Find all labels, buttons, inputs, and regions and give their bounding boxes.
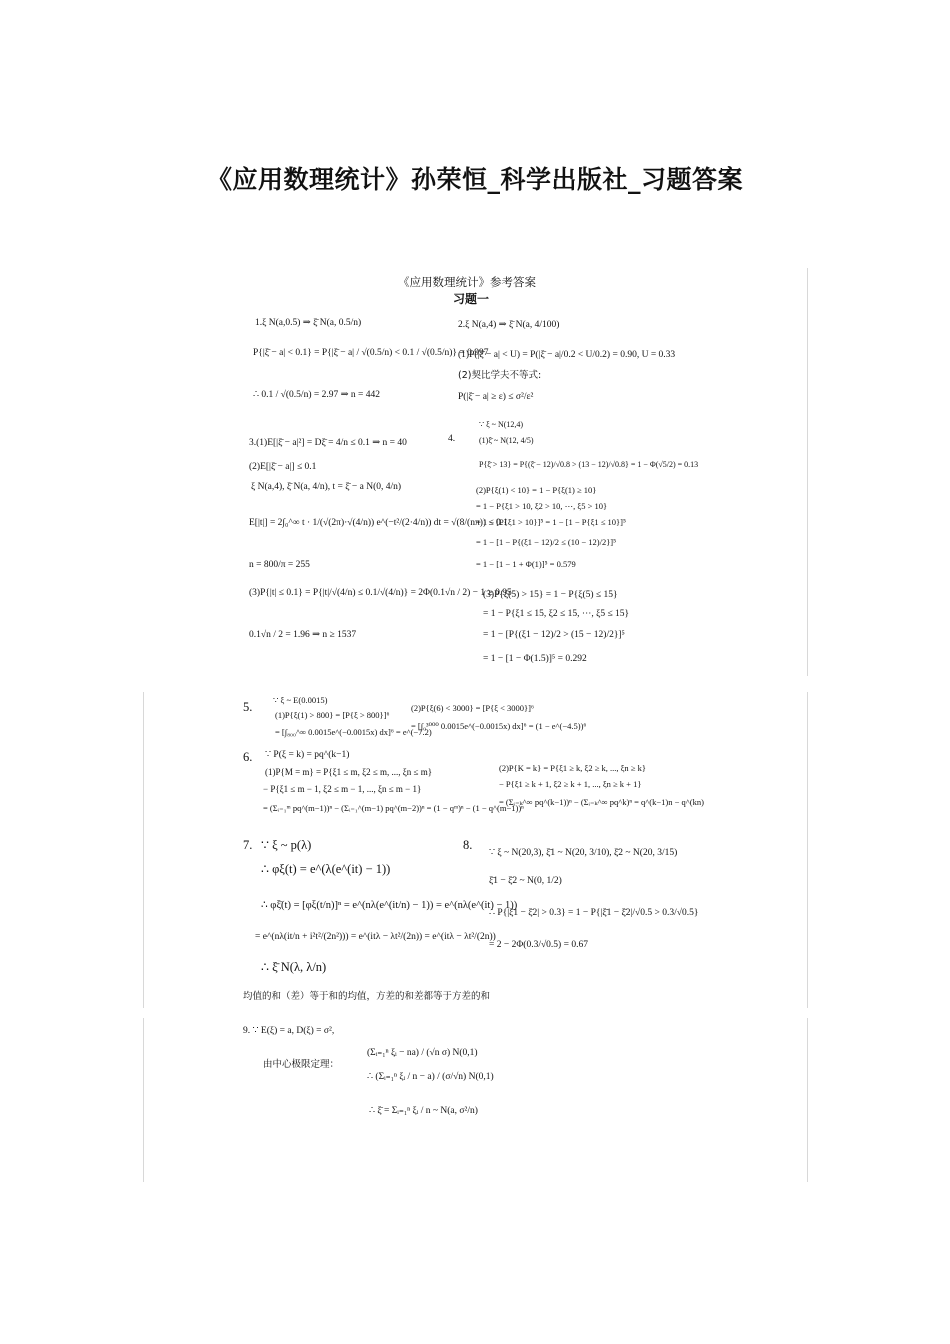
answer-line: (2)契比学夫不等式: [458, 370, 542, 381]
answer-line: ∴ P{|ξ̄1 − ξ̄2| > 0.3} = 1 − P{|ξ̄1 − ξ̄2|/√0.5 > 0.3/√0.5} [489, 908, 699, 918]
answer-line: ∵ P(ξ = k) = pq^(k−1) [265, 750, 350, 760]
answer-line: (Σᵢ₌₁ⁿ ξᵢ − na) / (√n σ) N(0,1) [367, 1048, 478, 1058]
answer-line: − P{ξ1 ≥ k + 1, ξ2 ≥ k + 1, ..., ξn ≥ k + 1} [499, 779, 642, 789]
answer-line: (1)P{M = m} = P{ξ1 ≤ m, ξ2 ≤ m, ..., ξn ≤ m} [265, 767, 433, 777]
chapter-heading: 习题一 [453, 292, 490, 306]
answer-line: = 1 − P{ξ1 > 10, ξ2 > 10, ⋯, ξ5 > 10} [476, 501, 608, 511]
answer-line: ∴ φξ(t) = e^(λ(e^(it) − 1)) [261, 862, 391, 876]
answer-line: (3)P{ξ(5) > 15} = 1 − P{ξ(5) ≤ 15} [483, 590, 618, 600]
answer-line: ∴ ξ̄ = Σᵢ₌₁ⁿ ξᵢ / n ~ N(a, σ²/n) [369, 1106, 478, 1116]
answer-line: ∵ ξ ~ p(λ) [261, 838, 312, 852]
answer-line: = (Σᵢ₌ₖ^∞ pq^(k−1))ⁿ − (Σᵢ₌ₖ^∞ pq^k)ⁿ = q^(k−1)n − q^(kn) [499, 797, 704, 807]
answer-line: ξ N(a,4), ξ̄ N(a, 4/n), t = ξ̄ − a N(0, 4/n) [251, 482, 402, 492]
problem-number: 7. [243, 838, 253, 852]
answer-line: (1)P(|ξ̄ − a| < U) = P(|ξ̄ − a|/0.2 < U/0.2) = 0.90, U = 0.33 [458, 350, 676, 360]
answer-line: = [∫₈₀₀^∞ 0.0015e^(−0.0015x) dx]⁶ = e^(−7.2) [275, 727, 432, 737]
answer-line: P{|ξ̄ − a| < 0.1} = P{|ξ̄ − a| / √(0.5/n) < 0.1 / √(0.5/n)} = 0.997 [253, 348, 489, 358]
answer-line: 2.ξ N(a,4) ⇒ ξ̄ N(a, 4/100) [458, 320, 560, 330]
answer-line: (2)P{K = k} = P{ξ1 ≥ k, ξ2 ≥ k, ..., ξn ≥ k} [499, 763, 646, 773]
answer-line: (3)P{|t| ≤ 0.1} = P{|t|/√(4/n) ≤ 0.1/√(4/n)} = 2Φ(0.1√n / 2) − 1 ≥ 0.95 [249, 588, 512, 598]
answer-sheet-1 [143, 268, 808, 676]
sheet-edge [143, 1018, 144, 1182]
answer-line: 0.1√n / 2 = 1.96 ⇒ n ≥ 1537 [249, 630, 357, 640]
answer-line: ∴ 0.1 / √(0.5/n) = 2.97 ⇒ n = 442 [253, 390, 381, 400]
answer-line: = 1 − [P{ξ1 > 10}]⁵ = 1 − [1 − P{ξ1 ≤ 10}]⁵ [476, 517, 626, 527]
answer-line: = 1 − P{ξ1 ≤ 15, ξ2 ≤ 15, ⋯, ξ5 ≤ 15} [483, 609, 630, 619]
sheet-heading: 《应用数理统计》参考答案 [398, 275, 536, 289]
answer-line: = 1 − [1 − 1 + Φ(1)]⁵ = 0.579 [476, 559, 576, 569]
problem-number: 6. [243, 750, 253, 764]
answer-line: ∴ φξ̄(t) = [φξ(t/n)]ⁿ = e^(nλ(e^(it/n) − 1)) = e^(nλ(e^(it) − 1)) [261, 900, 518, 911]
answer-line: ∴ ξ̄ N(λ, λ/n) [261, 960, 327, 974]
problem-number: 8. [463, 838, 473, 852]
sheet-edge [143, 692, 144, 1008]
answer-line: 9. ∵ E(ξ) = a, D(ξ) = σ², [243, 1026, 335, 1036]
answer-line: (2)E[|ξ̄ − a|] ≤ 0.1 [249, 462, 317, 472]
sheet-edge [807, 1018, 808, 1182]
answer-sheet-2 [143, 692, 808, 1008]
answer-line: = 1 − [1 − P{(ξ1 − 12)/2 ≤ (10 − 12)/2}]⁵ [476, 537, 617, 547]
answer-line: 4. [448, 434, 456, 444]
answer-line: (1)ξ̄ ~ N(12, 4/5) [479, 436, 534, 445]
answer-line: = (Σᵢ₌₁ᵐ pq^(m−1))ⁿ − (Σᵢ₌₁^(m−1) pq^(m−2))ⁿ = (1 − qᵐ)ⁿ − (1 − q^(m−1))ⁿ [263, 803, 524, 813]
answer-line: 由中心极限定理： [263, 1059, 340, 1070]
answer-line: = e^(nλ(it/n + i²t²/(2n²))) = e^(itλ − λt²/(2n)) = e^(itλ − λt²/(2n)) [255, 932, 496, 942]
answer-line: P{ξ̄ > 13} = P{(ξ̄ − 12)/√0.8 > (13 − 12)/√0.8} = 1 − Φ(√5/2) = 0.13 [479, 460, 699, 469]
answer-line: P(|ξ̄ − a| ≥ ε) ≤ σ²/ε² [458, 392, 534, 402]
answer-line: ∴ (Σᵢ₌₁ⁿ ξᵢ / n − a) / (σ/√n) N(0,1) [367, 1072, 494, 1082]
answer-sheet-3 [143, 1018, 808, 1182]
answer-line: (1)P{ξ(1) > 800} = [P{ξ > 800}]⁶ [275, 710, 390, 720]
answer-line: (2)P{ξ(1) < 10} = 1 − P{ξ(1) ≥ 10} [476, 485, 597, 495]
summary-note: 均值的和（差）等于和的均值，方差的和差都等于方差的和 [243, 991, 491, 1002]
document-title: 《应用数理统计》孙荣恒_科学出版社_习题答案 [206, 165, 743, 194]
answer-line: ∵ ξ ~ E(0.0015) [273, 695, 328, 705]
problem-number: 5. [243, 700, 253, 714]
answer-line: = 2 − 2Φ(0.3/√0.5) = 0.67 [489, 940, 588, 950]
answer-line: E[|t|] = 2∫₀^∞ t · 1/(√(2π)·√(4/n)) e^(−t²/(2·4/n)) dt = √(8/(nπ)) ≤ 0.1 [249, 518, 508, 528]
sheet-edge [807, 692, 808, 1008]
answer-line: = 1 − [P{(ξ1 − 12)/2 > (15 − 12)/2}]⁵ [483, 630, 625, 640]
answer-line: = [∫₀³⁰⁰⁰ 0.0015e^(−0.0015x) dx]⁶ = (1 − e^(−4.5))⁶ [411, 721, 587, 731]
answer-line: ∵ ξ ~ N(12,4) [479, 420, 524, 429]
answer-line: 1.ξ N(a,0.5) ⇒ ξ̄ N(a, 0.5/n) [255, 318, 362, 328]
answer-line: 3.(1)E[|ξ̄ − a|²] = Dξ̄ = 4/n ≤ 0.1 ⇒ n = 40 [249, 438, 407, 448]
answer-line: ξ̄1 − ξ̄2 ~ N(0, 1/2) [489, 876, 562, 886]
answer-line: ∵ ξ ~ N(20,3), ξ̄1 ~ N(20, 3/10), ξ̄2 ~ N(20, 3/15) [489, 848, 678, 858]
answer-line: = 1 − [1 − Φ(1.5)]⁵ = 0.292 [483, 654, 587, 664]
sheet-edge [807, 268, 808, 676]
answer-line: n = 800/π = 255 [249, 560, 310, 570]
answer-line: − P{ξ1 ≤ m − 1, ξ2 ≤ m − 1, ..., ξn ≤ m − 1} [263, 784, 422, 794]
answer-line: (2)P{ξ(6) < 3000} = [P{ξ < 3000}]⁶ [411, 703, 534, 713]
